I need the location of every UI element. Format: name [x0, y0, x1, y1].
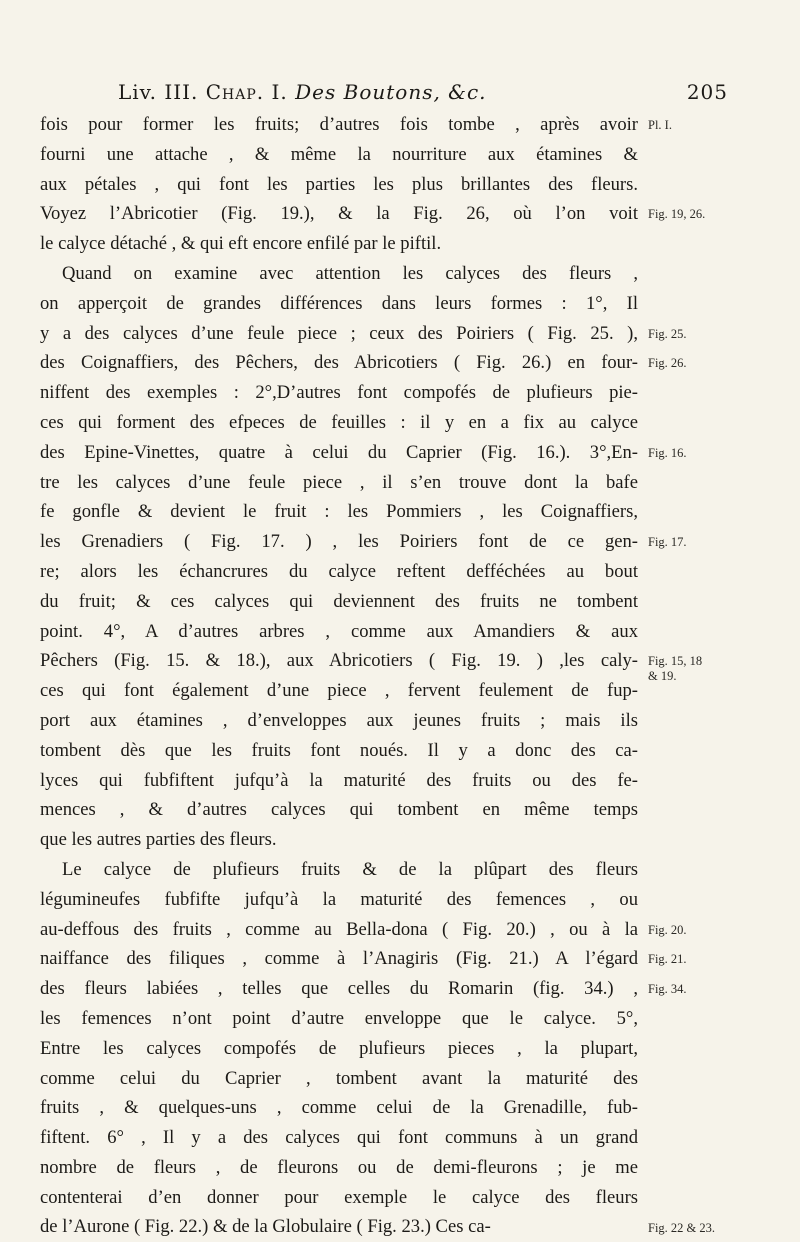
margin-note	[648, 207, 798, 222]
text-line: des Epine-Vinettes, quatre à celui du Caprier (Fig. 16.). 3°,En-	[40, 441, 638, 463]
header-chapter: Chap. I.	[205, 80, 288, 104]
margin-note	[648, 654, 798, 684]
margin-note-text: Fig. 19, 26.	[648, 207, 706, 222]
text-line: fiftent. 6° , Il y a des calyces qui font communs à un grand	[40, 1127, 638, 1149]
margin-note	[648, 952, 798, 967]
margin-note	[648, 356, 798, 371]
text-line: légumineufes fubfifte jufqu’à la maturité des femences , ou	[40, 888, 638, 910]
text-line: nombre de fleurs , de fleurons ou de demi-fleurons ; je me	[40, 1156, 638, 1178]
header-book: Liv. III.	[118, 80, 199, 104]
text-line: Pêchers (Fig. 15. & 18.), aux Abricotiers ( Fig. 19. ) ,les caly-	[40, 650, 638, 672]
text-line: tre les calyces d’une feule piece , il s’en trouve dont la bafe	[40, 471, 638, 493]
text-line: on apperçoit de grandes différences dans leurs formes : 1°, Il	[40, 292, 638, 314]
margin-note-text: Pl. I.	[648, 118, 672, 132]
margin-note-text: Fig. 21.	[648, 952, 687, 967]
text-line: re; alors les échancrures du calyce reftent defféchées au bout	[40, 560, 638, 582]
margin-note-text: Fig. 22 & 23.	[648, 1220, 716, 1235]
text-line: des fleurs labiées , telles que celles du Romarin (fig. 34.) ,	[40, 978, 638, 1000]
text-line: contenterai d’en donner pour exemple le calyce des fleurs	[40, 1186, 638, 1208]
text-line: au-deffous des fruits , comme au Bella-dona ( Fig. 20.) , ou à la	[40, 918, 638, 940]
page-number: 205	[686, 80, 728, 104]
margin-note-text: Fig. 25.	[648, 326, 687, 341]
text-line: fourni une attache , & même la nourriture aux étamines &	[40, 143, 638, 165]
text-line: des Coignaffiers, des Pêchers, des Abricotiers ( Fig. 26.) en four-	[40, 352, 638, 374]
margin-note-text: Fig. 16.	[648, 445, 687, 460]
text-line: port aux étamines , d’enveloppes aux jeunes fruits ; mais ils	[40, 709, 638, 731]
text-line: naiffance des filiques , comme à l’Anagiris (Fig. 21.) A l’égard	[40, 948, 638, 970]
text-line: Le calyce de plufieurs fruits & de la plûpart des fleurs	[62, 858, 638, 880]
running-header	[118, 80, 728, 104]
text-line: Entre les calyces compofés de plufieurs pieces , la plupart,	[40, 1037, 638, 1059]
margin-note	[648, 923, 798, 938]
body-text	[40, 110, 638, 1242]
margin-note-text: Fig. 15, 18	[648, 654, 703, 669]
margin-note	[648, 327, 798, 342]
text-line: de l’Aurone ( Fig. 22.) & de la Globulaire ( Fig. 23.) Ces ca-	[40, 1216, 491, 1238]
text-line: du fruit; & ces calyces qui deviennent des fruits ne tombent	[40, 590, 638, 612]
text-line: comme celui du Caprier , tombent avant la maturité des	[40, 1067, 638, 1089]
text-line: tombent dès que les fruits font noués. Il y a donc des ca-	[40, 739, 638, 761]
margin-note	[648, 535, 798, 550]
text-line: ces qui forment des efpeces de feuilles : il y en a fix au calyce	[40, 411, 638, 433]
text-line: mences , & d’autres calyces qui tombent en même temps	[40, 799, 638, 821]
text-line: le calyce détaché , & qui eft encore enfilé par le piftil.	[40, 233, 442, 255]
text-line: fois pour former les fruits; d’autres fois tombe , après avoir	[40, 114, 638, 135]
header-title: Des Boutons, &c.	[295, 80, 487, 104]
margin-note-text-continued: & 19.	[648, 669, 677, 684]
text-line: les Grenadiers ( Fig. 17. ) , les Poiriers font de ce gen-	[40, 531, 638, 553]
margin-note	[648, 982, 798, 997]
text-line: Voyez l’Abricotier (Fig. 19.), & la Fig. 26, où l’on voit	[40, 203, 638, 225]
text-line: point. 4°, A d’autres arbres , comme aux Amandiers & aux	[40, 620, 638, 642]
text-line: fe gonfle & devient le fruit : les Pommiers , les Coignaffiers,	[40, 501, 638, 523]
margin-note-text: Fig. 17.	[648, 535, 687, 550]
text-line: Quand on examine avec attention les calyces des fleurs ,	[62, 262, 638, 284]
text-line: lyces qui fubfiftent jufqu’à la maturité des fruits ou des fe-	[40, 769, 638, 791]
margin-note-text: Fig. 34.	[648, 982, 687, 997]
margin-note-text: Fig. 26.	[648, 356, 687, 371]
margin-note-text: Fig. 20.	[648, 922, 687, 937]
text-line: que les autres parties des fleurs.	[40, 829, 277, 851]
margin-note	[648, 446, 798, 461]
text-line: y a des calyces d’une feule piece ; ceux des Poiriers ( Fig. 25. ),	[40, 322, 638, 344]
text-line: aux pétales , qui font les parties les plus brillantes des fleurs.	[40, 173, 638, 195]
text-line: niffent des exemples : 2°,D’autres font compofés de plufieurs pie-	[40, 382, 638, 404]
margin-note	[648, 118, 798, 133]
text-line: les femences n’ont point d’autre enveloppe que le calyce. 5°,	[40, 1007, 638, 1029]
text-line: ces qui font également d’une piece , fervent feulement de fup-	[40, 680, 638, 702]
margin-note	[648, 1221, 798, 1236]
text-line: fruits , & quelques-uns , comme celui de la Grenadille, fub-	[40, 1097, 638, 1119]
